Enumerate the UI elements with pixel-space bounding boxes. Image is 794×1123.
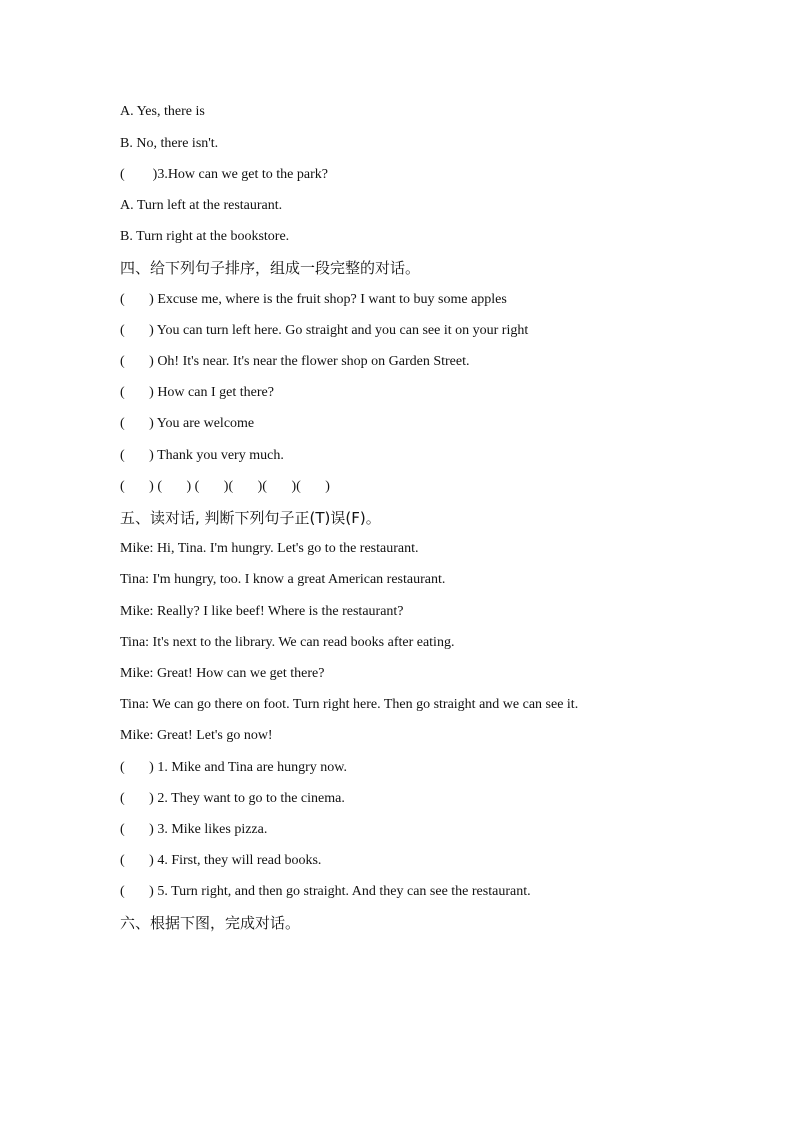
q2-option-a: A. Yes, there is xyxy=(120,104,205,119)
ordering-item: ( ) Oh! It's near. It's near the flower shop on Garden Street. xyxy=(120,354,470,369)
dialogue-line: Mike: Hi, Tina. I'm hungry. Let's go to the restaurant. xyxy=(120,541,419,556)
q3-option-a: A. Turn left at the restaurant. xyxy=(120,198,283,213)
ordering-item: ( ) Thank you very much. xyxy=(120,448,284,463)
ordering-answer-blanks: ( ) ( ) ( )( )( )( ) xyxy=(120,479,330,494)
q3-option-b: B. Turn right at the bookstore. xyxy=(120,229,290,244)
ordering-item: ( ) How can I get there? xyxy=(120,385,274,400)
section6-heading: 六、根据下图，完成对话。 xyxy=(120,914,301,932)
section5-heading: 五、读对话, 判断下列句子正(T)误(F)。 xyxy=(120,509,381,527)
dialogue-line: Mike: Really? I like beef! Where is the restaurant? xyxy=(120,604,404,619)
dialogue-line: Tina: I'm hungry, too. I know a great American restaurant. xyxy=(120,572,446,587)
tf-statement: ( ) 5. Turn right, and then go straight. And they can see the restaurant. xyxy=(120,884,531,899)
dialogue-line: Tina: We can go there on foot. Turn right here. Then go straight and we can see it. xyxy=(120,697,579,712)
dialogue-line: Mike: Great! Let's go now! xyxy=(120,728,273,743)
tf-statement: ( ) 2. They want to go to the cinema. xyxy=(120,791,345,806)
ordering-item: ( ) You can turn left here. Go straight and you can see it on your right xyxy=(120,323,529,338)
ordering-item: ( ) You are welcome xyxy=(120,416,255,431)
q2-option-b: B. No, there isn't. xyxy=(120,136,219,151)
tf-statement: ( ) 3. Mike likes pizza. xyxy=(120,822,268,837)
dialogue-line: Tina: It's next to the library. We can read books after eating. xyxy=(120,635,455,650)
section4-heading: 四、给下列句子排序，组成一段完整的对话。 xyxy=(120,259,421,277)
q3-question: ( )3.How can we get to the park? xyxy=(120,167,328,182)
tf-statement: ( ) 1. Mike and Tina are hungry now. xyxy=(120,760,347,775)
ordering-item: ( ) Excuse me, where is the fruit shop? I want to buy some apples xyxy=(120,292,507,307)
tf-statement: ( ) 4. First, they will read books. xyxy=(120,853,322,868)
dialogue-line: Mike: Great! How can we get there? xyxy=(120,666,325,681)
